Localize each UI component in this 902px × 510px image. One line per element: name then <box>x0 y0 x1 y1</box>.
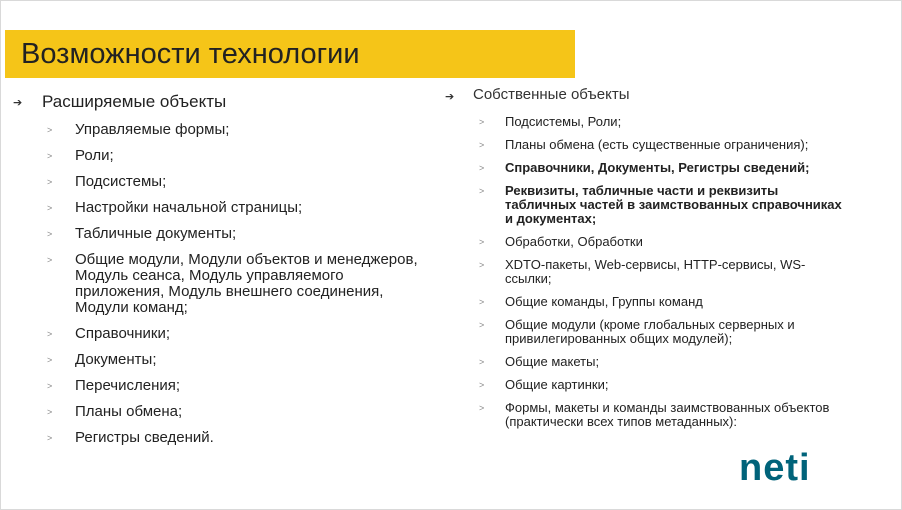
chevron-right-icon: > <box>479 163 485 173</box>
chevron-right-icon: > <box>47 151 53 161</box>
list-item-text: Общие модули, Модули объектов и менеджеров, Модуль сеанса, Модуль управляемого приложения, Модуль внешнего соединения, Модули команд; <box>75 251 418 316</box>
list-item-text: Формы, макеты и команды заимствованных объектов (практически всех типов метаданных): <box>505 400 830 429</box>
chevron-right-icon: > <box>47 125 53 135</box>
arrow-right-icon: ➔ <box>13 97 23 109</box>
list-item-text: Регистры сведений. <box>75 429 214 446</box>
chevron-right-icon: > <box>479 297 485 307</box>
chevron-right-icon: > <box>479 357 485 367</box>
list-item-text: Обработки, Обработки <box>505 234 643 249</box>
list-item <box>445 401 865 429</box>
extensible-objects-heading <box>13 93 433 112</box>
chevron-right-icon: > <box>47 229 53 239</box>
list-item-text: Справочники; <box>75 325 171 342</box>
chevron-right-icon: > <box>479 140 485 150</box>
list-item-text: Подсистемы; <box>75 173 167 190</box>
list-item <box>13 122 433 138</box>
own-objects-heading <box>445 87 865 106</box>
list-item <box>13 174 433 190</box>
list-item-text: Планы обмена (есть существенные ограничения); <box>505 137 809 152</box>
list-item <box>13 148 433 164</box>
list-item-text: Перечисления; <box>75 377 181 394</box>
list-item <box>13 378 433 394</box>
chevron-right-icon: > <box>479 320 485 330</box>
chevron-right-icon: > <box>47 355 53 365</box>
list-item-text: Табличные документы; <box>75 225 237 242</box>
heading-label: Расширяемые объекты <box>42 92 227 111</box>
list-item <box>445 115 865 129</box>
list-item-text: Роли; <box>75 147 114 164</box>
list-item <box>13 326 433 342</box>
chevron-right-icon: > <box>479 380 485 390</box>
list-item-text: Документы; <box>75 351 157 368</box>
chevron-right-icon: > <box>47 329 53 339</box>
list-item <box>445 295 865 309</box>
chevron-right-icon: > <box>479 186 485 196</box>
list-item <box>13 404 433 420</box>
list-item-text: Подсистемы, Роли; <box>505 114 622 129</box>
chevron-right-icon: > <box>47 381 53 391</box>
chevron-right-icon: > <box>479 260 485 270</box>
chevron-right-icon: > <box>47 255 53 265</box>
chevron-right-icon: > <box>479 403 485 413</box>
own-objects-column <box>445 87 865 438</box>
list-item <box>13 430 433 446</box>
arrow-right-icon: ➔ <box>445 91 455 103</box>
chevron-right-icon: > <box>479 237 485 247</box>
list-item <box>13 226 433 242</box>
list-item <box>445 161 865 175</box>
list-item-text: Настройки начальной страницы; <box>75 199 303 216</box>
list-item <box>445 258 865 286</box>
list-item-text: Планы обмена; <box>75 403 183 420</box>
chevron-right-icon: > <box>479 117 485 127</box>
list-item-text: XDTO-пакеты, Web-сервисы, HTTP-сервисы, WS-ссылки; <box>505 257 806 286</box>
page-title: Возможности технологии <box>21 38 360 70</box>
list-item-text: Справочники, Документы, Регистры сведений; <box>505 160 810 175</box>
title-bar <box>5 30 575 78</box>
list-item <box>445 355 865 369</box>
extensible-objects-column <box>13 93 433 456</box>
list-item-text: Общие макеты; <box>505 354 600 369</box>
list-item-text: Общие модули (кроме глобальных серверных и привилегированных общих модулей); <box>505 317 795 346</box>
list-item-text: Общие команды, Группы команд <box>505 294 703 309</box>
chevron-right-icon: > <box>47 203 53 213</box>
heading-label: Собственные объекты <box>473 86 630 103</box>
list-item <box>445 184 865 226</box>
list-item <box>445 138 865 152</box>
list-item <box>445 318 865 346</box>
own-objects-list <box>445 115 865 429</box>
list-item <box>445 378 865 392</box>
list-item-text: Управляемые формы; <box>75 121 230 138</box>
chevron-right-icon: > <box>47 177 53 187</box>
neti-logo: neti <box>739 447 811 489</box>
list-item <box>13 252 433 316</box>
list-item <box>13 200 433 216</box>
chevron-right-icon: > <box>47 407 53 417</box>
chevron-right-icon: > <box>47 433 53 443</box>
list-item-text: Реквизиты, табличные части и реквизиты табличных частей в заимствованных справочниках и документах; <box>505 183 842 226</box>
extensible-objects-list <box>13 122 433 446</box>
list-item <box>13 352 433 368</box>
list-item <box>445 235 865 249</box>
list-item-text: Общие картинки; <box>505 377 609 392</box>
